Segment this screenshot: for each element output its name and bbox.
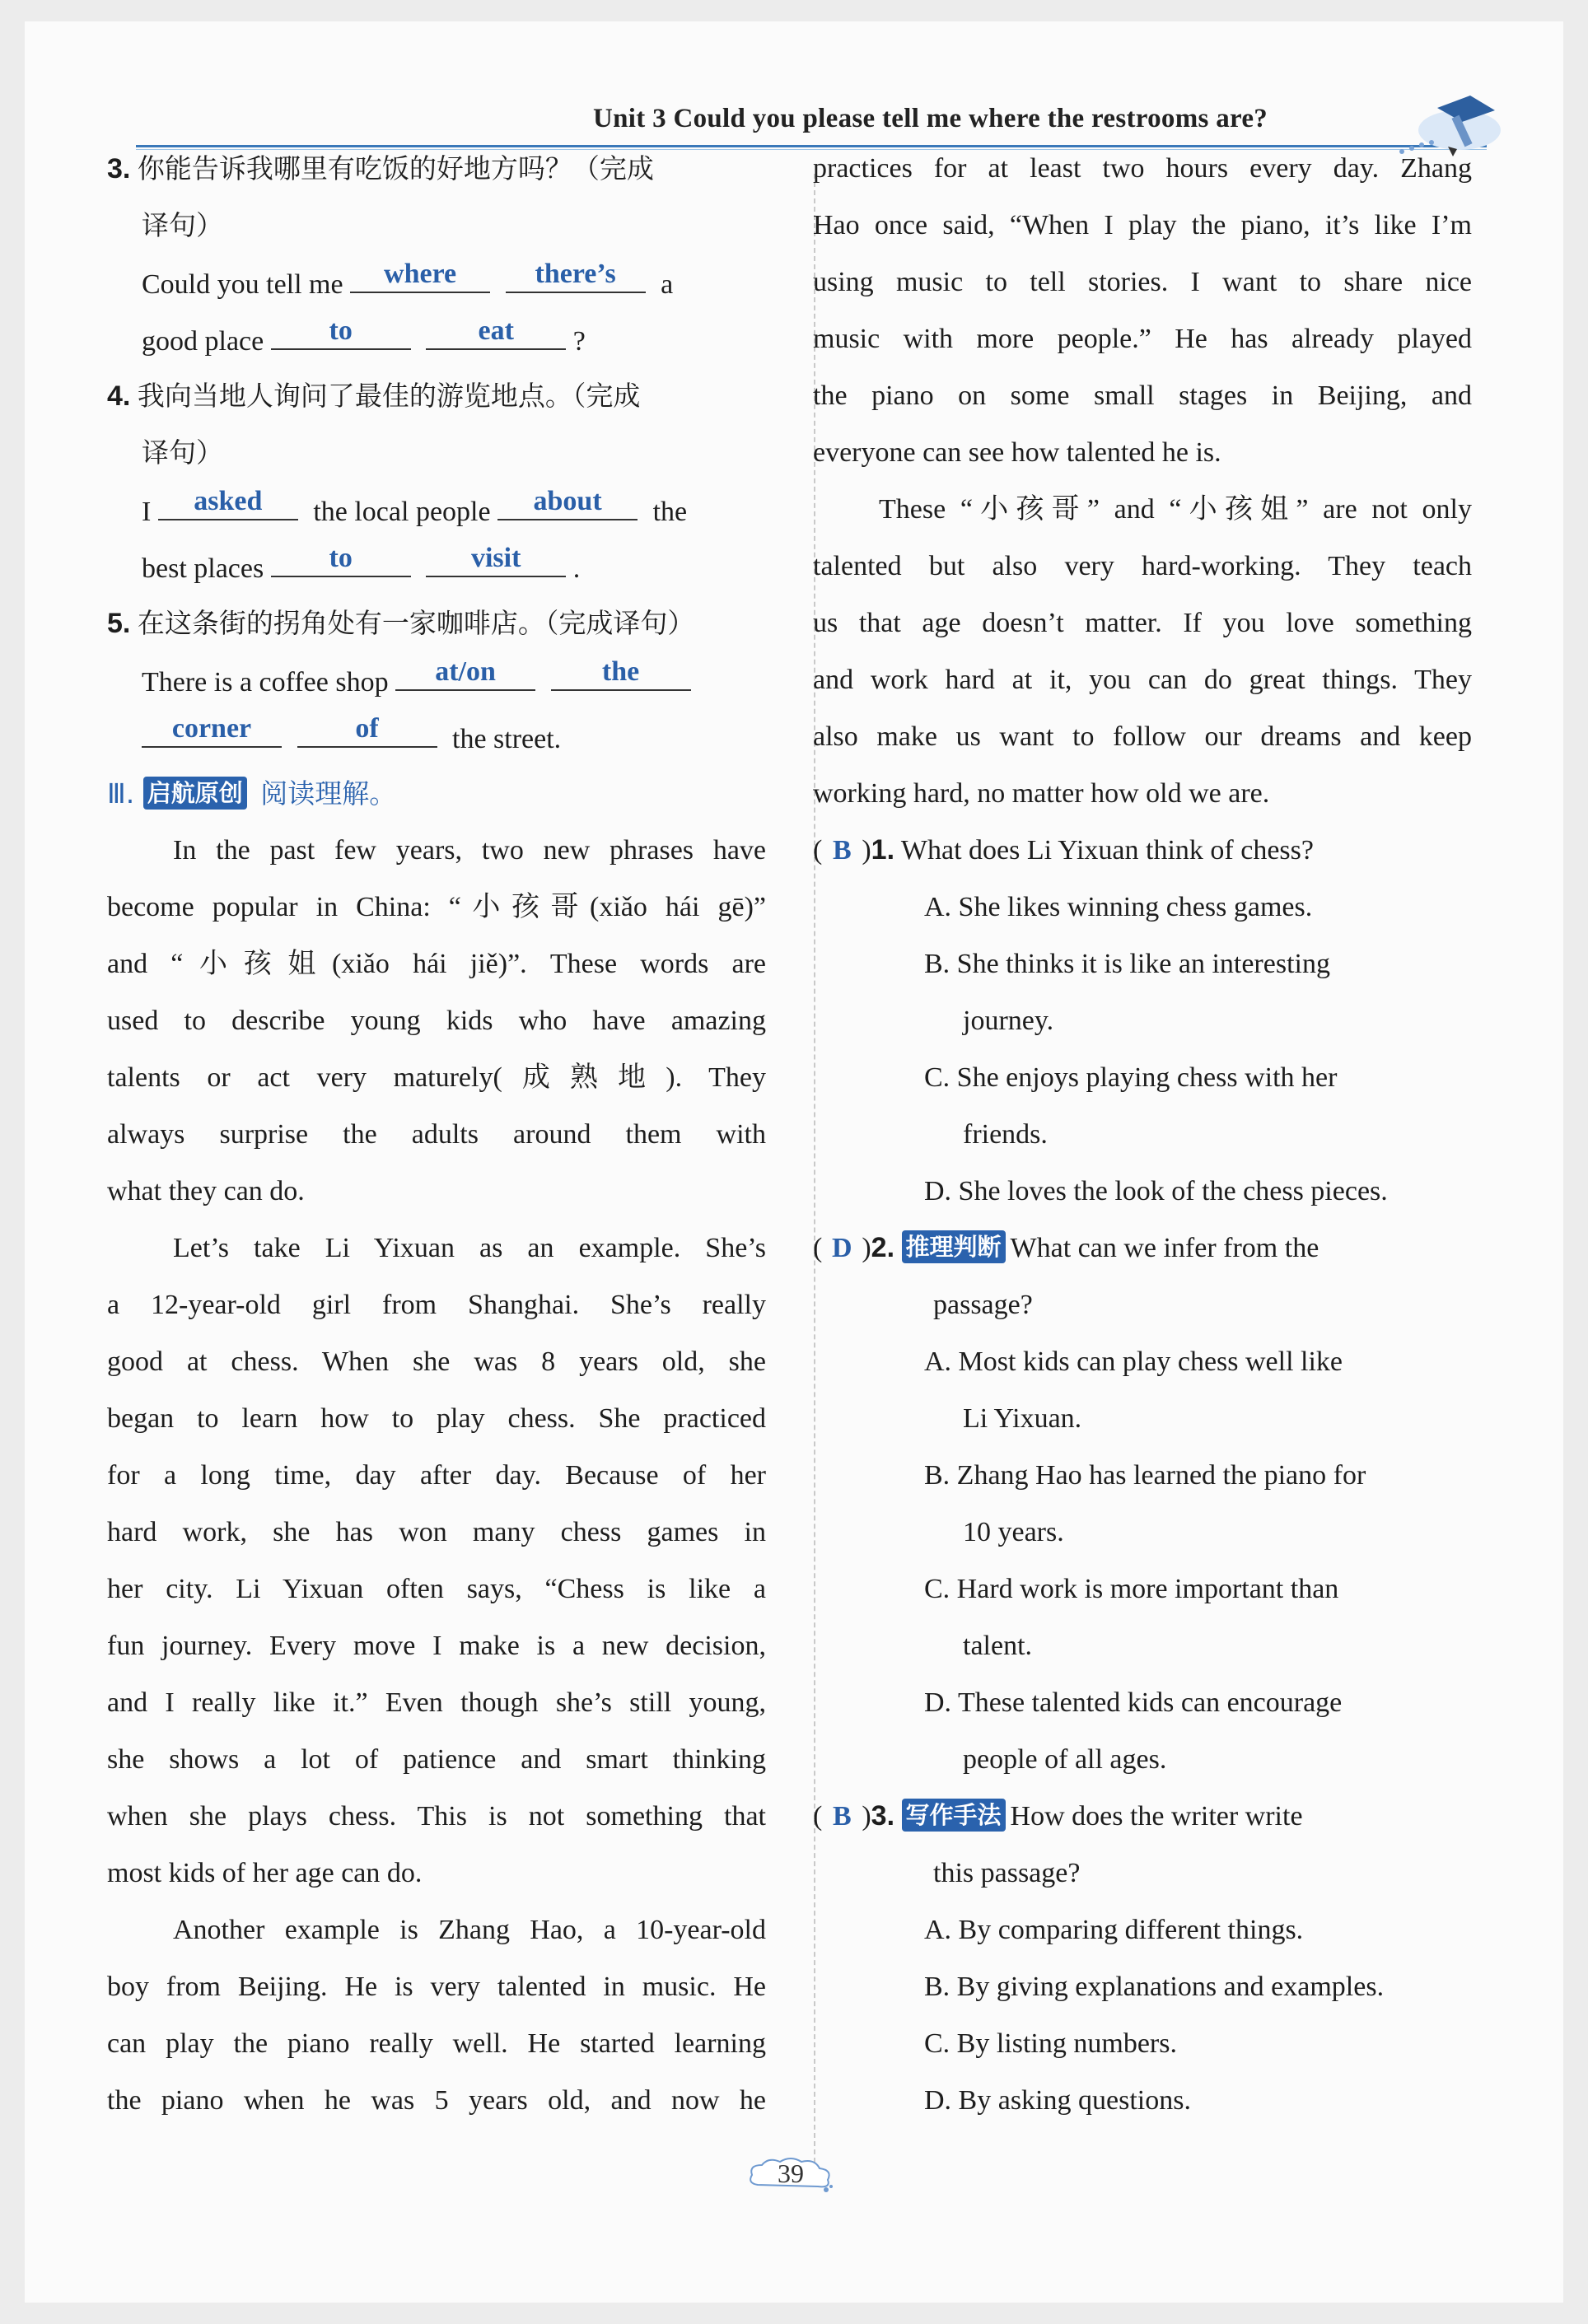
- q4-chinese: 我向当地人询问了最佳的游览地点。（完成: [137, 380, 641, 412]
- question-type-tag: 写作手法: [902, 1799, 1006, 1832]
- q5-blank-1[interactable]: at/on: [395, 651, 535, 691]
- passage-line: hard work, she has won many chess games in: [107, 1517, 766, 1547]
- answer-option[interactable]: D. She loves the look of the chess pieces.: [924, 1176, 1388, 1206]
- question-2: [813, 1220, 1472, 1788]
- passage-line: talents or act very maturely(成熟地). They: [107, 1062, 766, 1093]
- passage-line: Hao once said, “When I play the piano, it’s like I’m: [813, 210, 1472, 240]
- answer-option[interactable]: C. By listing numbers.: [924, 2028, 1177, 2059]
- q3-prompt: 3. 你能告诉我哪里有吃饭的好地方吗？（完成: [107, 152, 654, 184]
- q3-blank-4[interactable]: eat: [426, 310, 566, 350]
- q4-chinese-cont: 译句）: [142, 436, 223, 469]
- passage-line: also make us want to follow our dreams and keep: [813, 721, 1472, 752]
- passage-line: and “小孩姐(xiǎo hái jiě)”. These words are: [107, 949, 766, 979]
- passage-line: Another example is Zhang Hao, a 10-year-old: [173, 1915, 766, 1945]
- passage-line: working hard, no matter how old we are.: [813, 778, 1270, 809]
- q3-blank-2[interactable]: there’s: [506, 254, 646, 293]
- answer-choice[interactable]: D: [832, 1233, 852, 1263]
- answer-option-cont: journey.: [963, 1006, 1054, 1036]
- left-column: [107, 140, 766, 2129]
- answer-option-cont: people of all ages.: [963, 1744, 1167, 1775]
- q5-sentence-line1: There is a coffee shop at/on the: [107, 651, 766, 708]
- passage-line: she shows a lot of patience and smart thinking: [107, 1744, 766, 1775]
- answer-option-cont: Li Yixuan.: [963, 1403, 1082, 1434]
- answer-option[interactable]: A. By comparing different things.: [924, 1915, 1304, 1945]
- reading-passage-left: [107, 822, 766, 2129]
- passage-line: her city. Li Yixuan often says, “Chess is like a: [107, 1574, 766, 1604]
- answer-option[interactable]: D. These talented kids can encourage: [924, 1687, 1343, 1718]
- reading-passage-right: [813, 140, 1472, 822]
- question-1: [813, 822, 1472, 1220]
- passage-line: the piano on some small stages in Beijing, and: [813, 380, 1472, 411]
- q4-sentence-line1: I asked the local people about the: [107, 481, 766, 538]
- answer-option[interactable]: C. She enjoys playing chess with her: [924, 1062, 1338, 1093]
- passage-line: the piano when he was 5 years old, and now he: [107, 2085, 766, 2116]
- answer-option[interactable]: C. Hard work is more important than: [924, 1574, 1339, 1604]
- answer-option-cont: talent.: [963, 1631, 1033, 1661]
- q5-blank-3[interactable]: corner: [142, 708, 282, 748]
- q4-blank-4[interactable]: visit: [426, 538, 566, 577]
- q3-sentence-line2: good place to eat ?: [107, 310, 766, 367]
- q3-blank-3[interactable]: to: [271, 310, 411, 350]
- passage-line: used to describe young kids who have amazing: [107, 1006, 766, 1036]
- passage-line: fun journey. Every move I make is a new decision,: [107, 1631, 766, 1661]
- q4-blank-2[interactable]: about: [497, 481, 638, 520]
- unit-header-title: Unit 3 Could you please tell me where the restrooms are?: [593, 104, 1268, 133]
- question-stem-cont: this passage?: [933, 1858, 1081, 1888]
- passage-line: These “小孩哥” and “小孩姐” are not only: [879, 494, 1472, 525]
- q3-sentence-line1: Could you tell me where there’s a: [107, 254, 766, 310]
- passage-line: a 12-year-old girl from Shanghai. She’s really: [107, 1290, 766, 1320]
- passage-line: most kids of her age can do.: [107, 1858, 423, 1888]
- answer-option[interactable]: B. Zhang Hao has learned the piano for: [924, 1460, 1366, 1491]
- passage-line: what they can do.: [107, 1176, 305, 1206]
- q4-sentence-line2: best places to visit .: [107, 538, 766, 595]
- passage-line: when she plays chess. This is not something that: [107, 1801, 766, 1832]
- right-column: [813, 140, 1472, 2129]
- question-stem: ( B )1. What does Li Yixuan think of chess?: [813, 822, 1472, 879]
- answer-option[interactable]: B. By giving explanations and examples.: [924, 1972, 1385, 2002]
- q3-chinese-cont: 译句）: [142, 209, 223, 241]
- section-heading: Ⅲ. 启航原创 阅读理解。: [107, 777, 397, 810]
- passage-line: and I really like it.” Even though she’s still young,: [107, 1687, 766, 1718]
- passage-line: Let’s take Li Yixuan as an example. She’s: [173, 1233, 766, 1263]
- q5-prompt: 5. 在这条街的拐角处有一家咖啡店。（完成译句）: [107, 607, 695, 639]
- passage-line: always surprise the adults around them with: [107, 1119, 766, 1150]
- answer-option-cont: friends.: [963, 1119, 1048, 1150]
- passage-line: everyone can see how talented he is.: [813, 437, 1221, 468]
- section-tag: 启航原创: [143, 777, 247, 810]
- passage-line: us that age doesn’t matter. If you love something: [813, 608, 1472, 638]
- passage-line: for a long time, day after day. Because of her: [107, 1460, 766, 1491]
- question-stem-cont: passage?: [933, 1290, 1033, 1320]
- answer-option[interactable]: A. She likes winning chess games.: [924, 892, 1313, 922]
- passage-line: become popular in China: “小孩哥(xiǎo hái gē)”: [107, 892, 766, 922]
- q5-chinese: 在这条街的拐角处有一家咖啡店。（完成译句）: [137, 607, 695, 639]
- q4-blank-1[interactable]: asked: [158, 481, 298, 520]
- q3-chinese: 你能告诉我哪里有吃饭的好地方吗？（完成: [137, 152, 654, 184]
- reading-questions: [813, 822, 1472, 2129]
- passage-line: using music to tell stories. I want to share nice: [813, 267, 1472, 297]
- answer-option[interactable]: A. Most kids can play chess well like: [924, 1346, 1343, 1377]
- answer-choice[interactable]: B: [832, 835, 852, 866]
- passage-line: talented but also very hard-working. They teach: [813, 551, 1472, 581]
- answer-option[interactable]: B. She thinks it is like an interesting: [924, 949, 1330, 979]
- page-number: 39: [745, 2154, 836, 2195]
- q5-sentence-line2: corner of the street.: [107, 708, 766, 765]
- question-stem: ( B )3. 写作手法 How does the writer write: [813, 1788, 1472, 1845]
- answer-choice[interactable]: B: [832, 1801, 852, 1832]
- q4-prompt: 4. 我向当地人询问了最佳的游览地点。（完成: [107, 380, 641, 412]
- question-3: [813, 1788, 1472, 2129]
- answer-option-cont: 10 years.: [963, 1517, 1064, 1547]
- q3-blank-1[interactable]: where: [350, 254, 490, 293]
- passage-line: began to learn how to play chess. She practiced: [107, 1403, 766, 1434]
- question-type-tag: 推理判断: [902, 1230, 1006, 1263]
- passage-line: and work hard at it, you can do great things. They: [813, 665, 1472, 695]
- passage-line: practices for at least two hours every day. Zhang: [813, 153, 1472, 184]
- answer-option[interactable]: D. By asking questions.: [924, 2085, 1191, 2116]
- question-stem: ( D )2. 推理判断 What can we infer from the: [813, 1220, 1472, 1276]
- q5-blank-4[interactable]: of: [297, 708, 437, 748]
- passage-line: music with more people.” He has already played: [813, 324, 1472, 354]
- passage-line: good at chess. When she was 8 years old, she: [107, 1346, 766, 1377]
- passage-line: In the past few years, two new phrases have: [173, 835, 766, 866]
- q4-blank-3[interactable]: to: [271, 538, 411, 577]
- passage-line: can play the piano really well. He started learning: [107, 2028, 766, 2059]
- q5-blank-2[interactable]: the: [551, 651, 691, 691]
- passage-line: boy from Beijing. He is very talented in music. He: [107, 1972, 766, 2002]
